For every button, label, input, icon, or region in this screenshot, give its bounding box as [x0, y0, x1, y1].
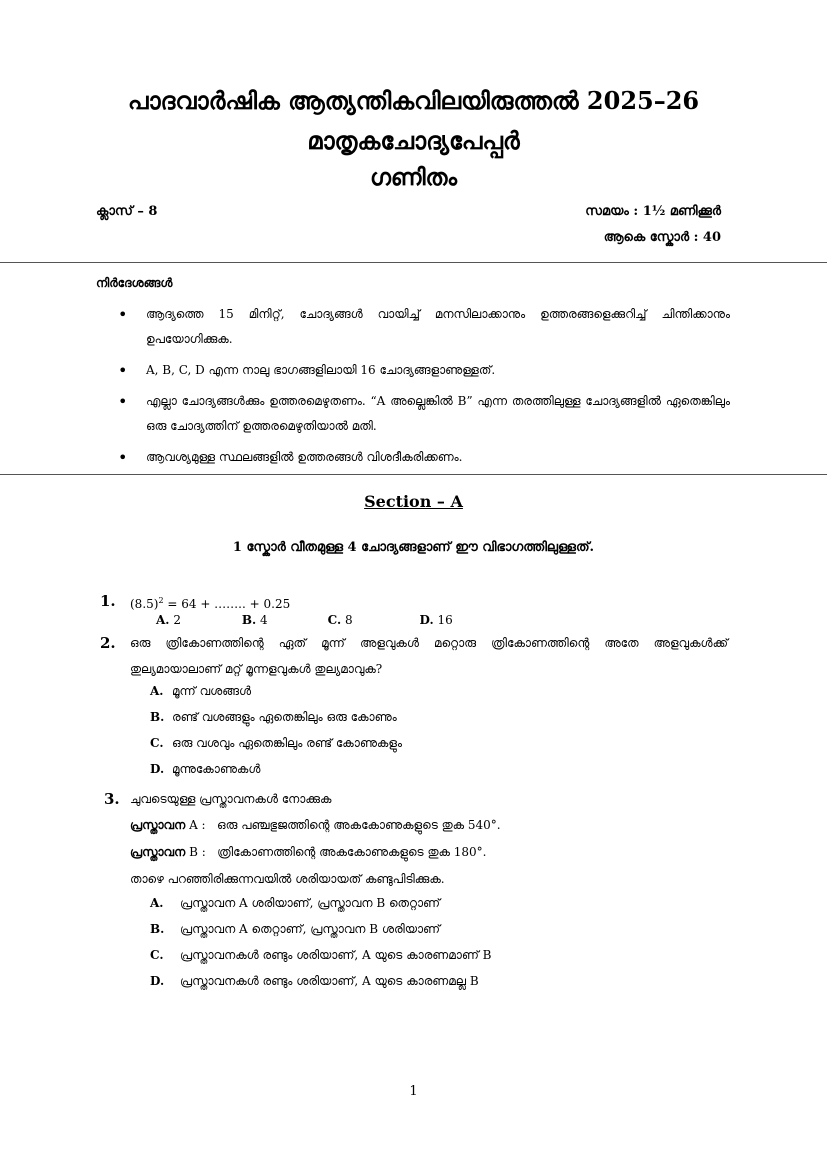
option: B. പ്രസ്താവന A തെറ്റാണ്, പ്രസ്താവന B ശരിയാണ്: [150, 922, 441, 936]
q1-base: (8.5): [130, 597, 159, 611]
question-2-text: ഒരു ത്രികോണത്തിന്റെ ഏത് മൂന്ന് അളവുകൾ മറ്റൊരു ത്രികോണത്തിന്റെ അതേ അളവുകൾക്ക് തുല്യമായാലാണ് മറ്റ് മൂന്നളവുകൾ തുല്യമാവുക?: [130, 636, 728, 676]
instruction-item: • A, B, C, D എന്ന നാലു ഭാഗങ്ങളിലായി 16 ചോദ്യങ്ങളാണുള്ളത്.: [118, 358, 730, 383]
section-title: Section – A: [364, 492, 463, 511]
question-number: 1.: [100, 592, 116, 610]
section-subtitle: 1 സ്കോർ വീതമുള്ള 4 ചോദ്യങ്ങളാണ് ഈ വിഭാഗത്തിലുള്ളത്.: [232, 540, 595, 555]
question-3-intro: ചുവടെയുള്ള പ്രസ്താവനകൾ നോക്കുക: [130, 792, 332, 806]
time-label: സമയം : 1½ മണിക്കൂർ: [585, 204, 721, 219]
exam-title: പാദവാർഷിക ആത്യന്തികവിലയിരുത്തൽ 2025–26: [127, 86, 700, 115]
score-label: ആകെ സ്കോർ : 40: [603, 230, 721, 245]
statement-a: പ്രസ്താവന A : ഒരു പഞ്ചഭുജത്തിന്റെ അകകോണുകളുടെ തുക 540°.: [130, 818, 501, 832]
question-3-prompt: താഴെ പറഞ്ഞിരിക്കുന്നവയിൽ ശരിയായത് കണ്ടുപിടിക്കുക.: [130, 872, 445, 886]
option: B. രണ്ട് വശങ്ങളും ഏതെങ്കിലും ഒരു കോണും: [150, 710, 397, 724]
option: C. ഒരു വശവും ഏതെങ്കിലും രണ്ട് കോണുകളും: [150, 736, 402, 750]
question-number: 2.: [100, 634, 116, 652]
option: D. പ്രസ്താവനകൾ രണ്ടും ശരിയാണ്, A യുടെ കാരണമല്ല B: [150, 974, 479, 988]
option: C. 8: [327, 613, 353, 627]
class-label: ക്ലാസ് – 8: [96, 204, 158, 219]
instruction-item: • ആദ്യത്തെ 15 മിനിറ്റ്, ചോദ്യങ്ങൾ വായിച്ച് മനസിലാക്കാനും ഉത്തരങ്ങളെക്കുറിച്ച് ചിന്തിക്കാനും ഉപയോഗിക്കുക.: [118, 302, 730, 352]
instructions-heading: നിർദേശങ്ങൾ: [96, 276, 173, 290]
question-number: 3.: [104, 790, 120, 808]
paper-type: മാതൃകചോദ്യപേപ്പർ: [307, 126, 520, 155]
option: D. മൂന്നുകോണുകൾ: [150, 762, 261, 776]
page-number: 1: [409, 1084, 418, 1099]
option: D. 16: [419, 613, 453, 627]
subject-title: ഗണിതം: [369, 164, 458, 191]
instruction-item: • ആവശ്യമുള്ള സ്ഥലങ്ങളിൽ ഉത്തരങ്ങൾ വിശദീകരിക്കണം.: [118, 445, 730, 470]
statement-b: പ്രസ്താവന B : ത്രികോണത്തിന്റെ അകകോണുകളുടെ തുക 180°.: [130, 845, 487, 859]
option: B. 4: [241, 613, 268, 627]
option: A. പ്രസ്താവന A ശരിയാണ്, പ്രസ്താവന B തെറ്റാണ്: [150, 896, 441, 910]
divider: [0, 262, 827, 263]
divider: [0, 474, 827, 475]
q1-exponent: 2: [158, 596, 164, 605]
option: A. 2: [156, 613, 181, 627]
question-1-options: [156, 613, 453, 627]
instruction-item: • എല്ലാ ചോദ്യങ്ങൾക്കും ഉത്തരമെഴുതണം. “A അല്ലെങ്കിൽ B” എന്ന തരത്തിലുള്ള ചോദ്യങ്ങളിൽ ഏതെങ്കിലും ഒരു ചോദ്യത്തിന് ഉത്തരമെഴുതിയാൽ മതി.: [118, 389, 730, 439]
q1-rest: = 64 + …….. + 0.25: [163, 597, 291, 611]
instructions-list: [118, 302, 730, 476]
option: C. പ്രസ്താവനകൾ രണ്ടും ശരിയാണ്, A യുടെ കാരണമാണ് B: [150, 948, 492, 962]
option: A. മൂന്ന് വശങ്ങൾ: [150, 684, 251, 698]
